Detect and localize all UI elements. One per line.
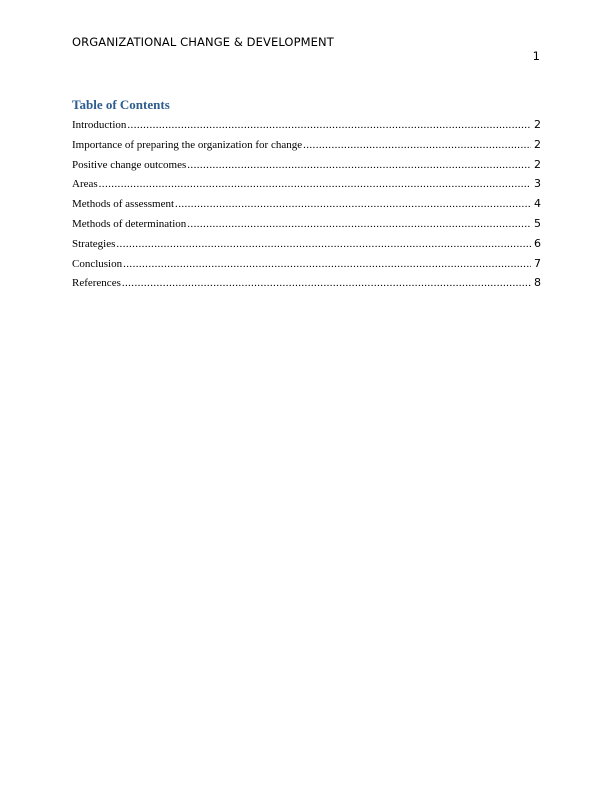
toc-entry-page: 6 [534,236,541,250]
toc-entry-strategies[interactable] [72,237,541,257]
toc-dot-leader [116,238,531,250]
toc-entry-conclusion[interactable] [72,257,541,277]
toc-entry-importance-of-preparing[interactable] [72,138,541,158]
toc-entry-methods-of-determination[interactable] [72,217,541,237]
toc-entry-label: Positive change outcomes [72,158,187,171]
toc-entry-methods-of-assessment[interactable] [72,197,541,217]
toc-dot-leader [303,139,531,151]
toc-entry-areas[interactable] [72,177,541,197]
toc-entry-page: 8 [534,276,541,290]
toc-entry-label: Methods of assessment [72,198,175,211]
toc-entry-positive-change-outcomes[interactable] [72,158,541,178]
toc-entry-page: 2 [534,118,541,131]
toc-entry-label: Importance of preparing the organization for change [72,138,303,151]
toc-entry-page: 3 [534,177,541,191]
toc-entry-page: 4 [534,197,541,211]
toc-entry-page: 2 [534,157,541,171]
table-of-contents [72,118,541,296]
toc-entry-references[interactable] [72,276,541,296]
toc-entry-label: Conclusion [72,257,123,270]
toc-entry-page: 2 [534,137,541,151]
toc-entry-page: 5 [534,216,541,230]
toc-dot-leader [175,198,531,210]
running-header-title: ORGANIZATIONAL CHANGE & DEVELOPMENT [72,35,334,49]
toc-entry-label: References [72,277,121,290]
page-number: 1 [532,49,540,63]
toc-dot-leader [127,119,531,131]
toc-entry-label: Strategies [72,237,116,250]
toc-entry-label: Introduction [72,119,127,131]
toc-dot-leader [187,159,531,171]
toc-entry-introduction[interactable] [72,118,541,138]
toc-heading: Table of Contents [72,97,170,112]
toc-entry-label: Methods of determination [72,217,187,230]
toc-dot-leader [123,258,531,270]
toc-dot-leader [99,178,531,190]
toc-dot-leader [122,277,531,289]
toc-dot-leader [187,218,531,230]
toc-entry-page: 7 [534,256,541,270]
toc-entry-label: Areas [72,178,98,191]
